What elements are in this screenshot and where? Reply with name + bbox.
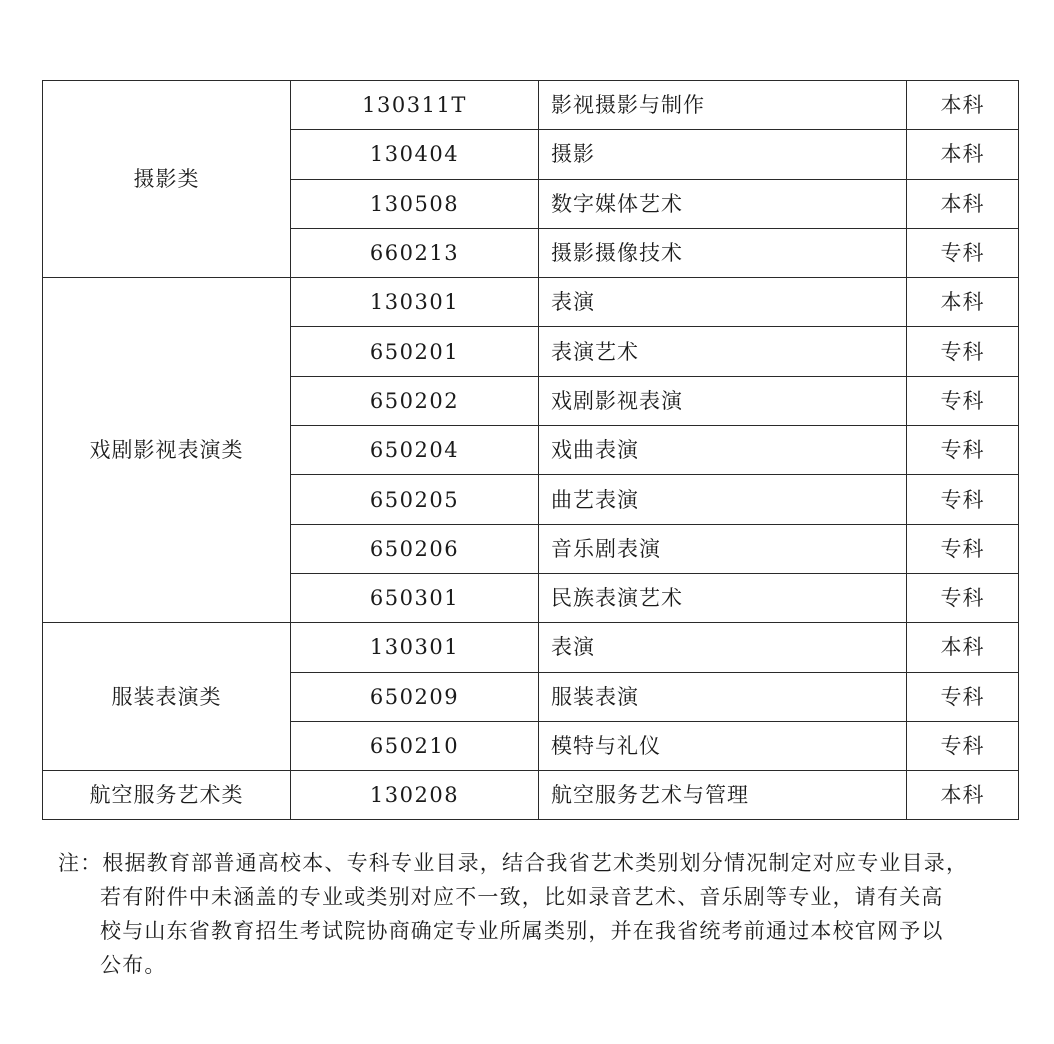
footnote-line: 若有附件中未涵盖的专业或类别对应不一致，比如录音艺术、音乐剧等专业，请有关高	[100, 885, 944, 909]
major-name-cell: 航空服务艺术与管理	[539, 771, 907, 820]
major-name-cell: 音乐剧表演	[539, 524, 907, 573]
major-code-cell: 650209	[291, 672, 539, 721]
education-level-cell: 本科	[907, 278, 1019, 327]
major-code-cell: 650202	[291, 376, 539, 425]
education-level-cell: 本科	[907, 130, 1019, 179]
major-code-cell: 650201	[291, 327, 539, 376]
major-code-cell: 130311T	[291, 81, 539, 130]
major-code-cell: 130208	[291, 771, 539, 820]
major-name-cell: 戏剧影视表演	[539, 376, 907, 425]
major-code-cell: 650204	[291, 426, 539, 475]
education-level-cell: 本科	[907, 81, 1019, 130]
education-level-cell: 专科	[907, 327, 1019, 376]
major-code-cell: 130301	[291, 278, 539, 327]
major-name-cell: 摄影	[539, 130, 907, 179]
major-name-cell: 服装表演	[539, 672, 907, 721]
category-cell: 航空服务艺术类	[43, 771, 291, 820]
footnote-line: 公布。	[100, 953, 167, 977]
education-level-cell: 专科	[907, 475, 1019, 524]
major-catalog-body	[43, 81, 1019, 820]
major-name-cell: 数字媒体艺术	[539, 179, 907, 228]
education-level-cell: 专科	[907, 721, 1019, 770]
major-name-cell: 民族表演艺术	[539, 573, 907, 622]
education-level-cell: 专科	[907, 524, 1019, 573]
category-cell: 摄影类	[43, 81, 291, 278]
major-name-cell: 戏曲表演	[539, 426, 907, 475]
education-level-cell: 专科	[907, 376, 1019, 425]
major-name-cell: 模特与礼仪	[539, 721, 907, 770]
education-level-cell: 本科	[907, 623, 1019, 672]
education-level-cell: 专科	[907, 426, 1019, 475]
footnote-line: 校与山东省教育招生考试院协商确定专业所属类别，并在我省统考前通过本校官网予以	[100, 919, 944, 943]
major-name-cell: 表演	[539, 278, 907, 327]
table-row	[43, 278, 1019, 327]
education-level-cell: 专科	[907, 672, 1019, 721]
table-row	[43, 623, 1019, 672]
education-level-cell: 本科	[907, 771, 1019, 820]
table-row	[43, 771, 1019, 820]
major-code-cell: 130508	[291, 179, 539, 228]
education-level-cell: 本科	[907, 179, 1019, 228]
education-level-cell: 专科	[907, 573, 1019, 622]
major-code-cell: 650205	[291, 475, 539, 524]
major-code-cell: 660213	[291, 228, 539, 277]
table-row	[43, 81, 1019, 130]
major-name-cell: 曲艺表演	[539, 475, 907, 524]
major-name-cell: 表演	[539, 623, 907, 672]
major-name-cell: 摄影摄像技术	[539, 228, 907, 277]
footnote-line: 注：根据教育部普通高校本、专科专业目录，结合我省艺术类别划分情况制定对应专业目录，	[58, 851, 969, 875]
category-cell: 戏剧影视表演类	[43, 278, 291, 623]
major-code-cell: 130301	[291, 623, 539, 672]
major-code-cell: 130404	[291, 130, 539, 179]
footnote	[58, 846, 1018, 982]
major-name-cell: 影视摄影与制作	[539, 81, 907, 130]
major-code-cell: 650301	[291, 573, 539, 622]
major-catalog-table	[42, 80, 1019, 820]
major-name-cell: 表演艺术	[539, 327, 907, 376]
major-code-cell: 650210	[291, 721, 539, 770]
category-cell: 服装表演类	[43, 623, 291, 771]
education-level-cell: 专科	[907, 228, 1019, 277]
major-code-cell: 650206	[291, 524, 539, 573]
